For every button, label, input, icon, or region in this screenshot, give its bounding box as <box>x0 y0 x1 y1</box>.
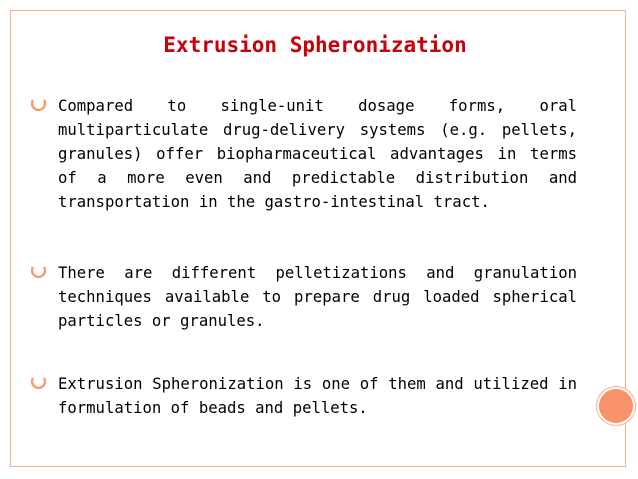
open-circle-bullet-icon <box>31 376 46 389</box>
bullet-item-3 <box>31 372 577 420</box>
bullet-text-3: Extrusion Spheronization is one of them and utilized in formulation of beads and pellets. <box>58 375 577 417</box>
bullet-text-2: There are different pelletizations and granulation techniques available to prepare drug loaded spherical particles or granules. <box>58 264 577 330</box>
orange-circle-icon <box>597 387 635 425</box>
bullet-item-1 <box>31 94 577 214</box>
bullet-item-2 <box>31 261 577 333</box>
open-circle-bullet-icon <box>31 98 46 111</box>
slide-title: Extrusion Spheronization <box>163 33 467 57</box>
bullet-text-1: Compared to single-unit dosage forms, oral multiparticulate drug-delivery systems (e.g. pellets, granules) offer biopharmaceutical advantages in terms of a more even and predictable distribution and transportation in the gastro-intestinal tract. <box>58 97 577 211</box>
open-circle-bullet-icon <box>31 265 46 278</box>
